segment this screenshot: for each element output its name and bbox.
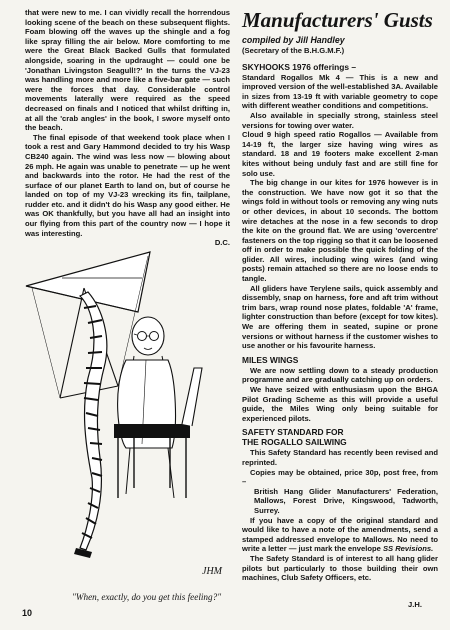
- cartoon-illustration: [22, 248, 232, 588]
- safety-heading-line-1: SAFETY STANDARD FOR: [242, 427, 344, 438]
- miles-wings-heading: MILES WINGS: [242, 354, 299, 365]
- article-signoff-row: [25, 238, 230, 248]
- skyhooks-paragraph-4: The big change in our kites for 1976 however is in the construction. We have now got it so that the wings fold in without tools or removing any wing nuts or other devices, in about 10 seconds. The bottom wire detaches at the nose in a few seconds to drop the kite on the ground flat. We are using 'overcentre' fasteners on the top rigging so that it can be loosened off in order to make possible the quick folding of the glider. All wires, including wing wires (and wing posts) remain attached so there are no loose ends to tangle.: [242, 178, 438, 284]
- safety-paragraph-4: The Safety Standard is of interest to all hang glider pilots but particularly to those building their own machines, Club Safety Officers, etc.: [242, 553, 438, 583]
- safety-paragraph-3: [242, 516, 438, 554]
- safety-paragraph-3-text: If you have a copy of the original standard and would like to have a note of the amendments, send a stamped addressed envelope to Mallows. No need to write a letter — just mark the envelope: [242, 515, 438, 554]
- right-column: [242, 8, 438, 583]
- miles-wings-paragraph-1: We are now settling down to a steady production programme and are gradually catching up on orders.: [242, 365, 438, 385]
- skyhooks-heading: SKYHOOKS 1976 offerings –: [242, 61, 357, 72]
- skyhooks-paragraph-2: Also available in specially strong, stainless steel versions for towing over water.: [242, 110, 438, 130]
- skyhooks-paragraph-3: Cloud 9 high speed ratio Rogallos — Available from 14-19 ft, the larger size having wing wires as standard. 18 and 19 footers make excellent 2-man kites without being unduly fast and are still fine for solo use.: [242, 130, 438, 178]
- cartoon-signature: JHM: [202, 566, 222, 577]
- miles-wings-paragraph-2: We have seized with enthusiasm upon the BHGA Pilot Grading Scheme as this will provide a useful guide, the Miles Wing only being suitable for experienced pilots.: [242, 385, 438, 423]
- safety-paragraph-1: This Safety Standard has recently been revised and reprinted.: [242, 448, 438, 467]
- byline-affiliation: (Secretary of the B.H.G.M.F.): [242, 46, 345, 55]
- federation-address: British Hang Glider Manufacturers' Federation, Mallows, Forest Drive, Kingswood, Tadworth, Surrey.: [254, 486, 438, 515]
- left-column: [25, 8, 230, 248]
- skyhooks-paragraph-5: All gliders have Terylene sails, quick assembly and dissembly, snap on harness, fore and aft trim without trim bars, wrap round nose plates, foldable 'A' frame, lighter construction than before (except for tow kites). We are offering them in seated, supine or prone versions or without harness if the customer wishes to use another or his favourite harness.: [242, 283, 438, 351]
- author-initials: J.H.: [408, 600, 422, 609]
- article-paragraph-2: The final episode of that weekend took place when I took a rest and Gary Hammond decided to try his Wasp CB240 again. The wind was less now — blowing about 26 mph. He again was unable to penetrate — up he went and backwards into the rotor. He had the rest of the surface of our planet Earth to land on, but of course he landed on top of my VJ-23 wrecking its fin, tailplane, rudder etc. and it didn't do his Wasp any good either. He was OK thankfully, but you have all had an insight into our flying from this part of the country now — I hope it was interesting.: [25, 132, 230, 238]
- safety-paragraph-2: Copies may be obtained, price 30p, post free, from –: [242, 467, 438, 487]
- section-title: Manufacturers' Gusts: [242, 8, 433, 32]
- flying-figure: [74, 292, 107, 558]
- byline: compiled by Jill Handley: [242, 35, 345, 45]
- page-number: 10: [22, 608, 33, 618]
- skyhooks-paragraph-1: Standard Rogallos Mk 4 — This is a new and improved version of the well-established 3A. Available in sizes from 13-19 ft with variable geometry to cope with different weather conditions and competitions.: [242, 72, 438, 111]
- article-paragraph-1: that were new to me. I can vividly recall the horrendous looking scene of the beach on these subsequent flights. Foam blowing off the waves up the shingle and a fog like spray filling the air below. More comforting to me were the Great Black Backed Gulls that formulated alongside, soaring in the updraught — could one be 'Jonathan Livingston Seagull!?' In the turns the VJ-23 was handling more and more like a five-bar gate — such were the forces that day. Considerable control movements laterally were required as the speed decreased on finals and I noticed that whilst drifting in, at all the 'crab angles' in the book, I swore myself onto the beach.: [25, 8, 230, 133]
- safety-heading-line-2: THE ROGALLO SAILWING: [242, 437, 347, 448]
- envelope-marking: SS Revisions.: [382, 544, 434, 554]
- article-signoff: D.C.: [214, 238, 230, 248]
- seated-man: [118, 317, 176, 498]
- cartoon-caption: "When, exactly, do you get this feeling?": [72, 592, 222, 602]
